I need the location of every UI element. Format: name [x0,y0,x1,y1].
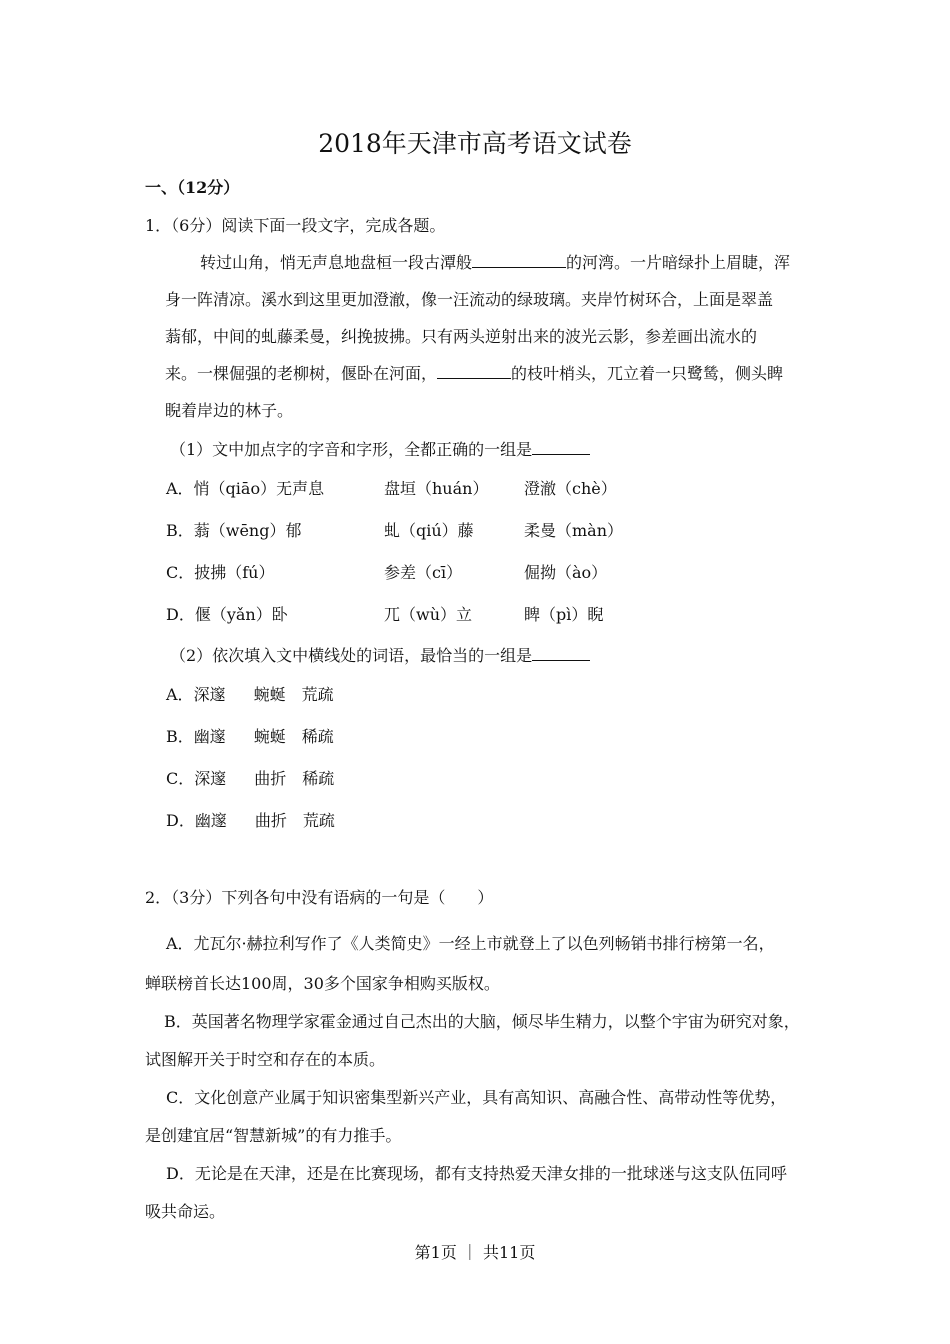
q2-option-a-line-1: A．尤瓦尔·赫拉利写作了《人类简史》一经上市就登上了以色列畅销书排行榜第一名， [166,934,775,953]
word-3: 荒疏 [302,811,335,830]
sub-question-text: （1）文中加点字的字音和字形，全都正确的一组是 [170,440,533,459]
passage-line-4 [165,361,783,384]
option-d-col3: 睥（pì）睨 [524,605,604,624]
q2-option-b-line-2: 试图解开关于时空和存在的本质。 [145,1050,386,1069]
answer-blank [532,437,590,455]
option-b-col2: 虬（qiú）藤 [384,521,474,540]
word-1: 深邃 [194,769,227,788]
word-2: 曲折 [254,811,287,830]
section-heading: 一、（12分） [145,178,240,197]
option-letter: A． [166,685,194,704]
q2-option-c-line-2: 是创建宜居“智慧新城”的有力推手。 [145,1126,402,1145]
word-option-b [166,724,334,747]
passage-text: 转过山角，悄无声息地盘桓一段古潭般 [200,253,473,272]
word-1: 幽邃 [194,811,227,830]
passage-text: 的河湾。一片暗绿扑上眉睫，浑 [566,253,791,272]
option-b-col3: 柔曼（màn） [524,521,624,540]
word-1: 幽邃 [193,727,226,746]
word-2: 蜿蜒 [253,727,286,746]
q2-option-b-line-1: B．英国著名物理学家霍金通过自己杰出的大脑，倾尽毕生精力，以整个宇宙为研究对象， [164,1012,800,1031]
option-letter: B． [166,727,194,746]
passage-line-3: 蓊郁，中间的虬藤柔曼，纠挽披拂。只有两头逆射出来的波光云影，参差画出流水的 [165,327,758,346]
passage-line-5: 睨着岸边的林子。 [165,401,294,420]
q2-option-d-line-1: D．无论是在天津，还是在比赛现场，都有支持热爱天津女排的一批球迷与这支队伍同呼 [166,1164,787,1183]
word-2: 蜿蜒 [253,685,286,704]
option-letter: D． [166,811,195,830]
option-c: C．披拂（fú） [166,563,275,582]
fill-blank [437,361,511,379]
option-c-col3: 倔拗（ào） [524,563,608,582]
word-option-a [166,682,334,705]
sub-question-2 [170,643,590,666]
option-letter: C． [166,769,195,788]
word-option-d [166,808,335,831]
option-a: A．悄（qiāo）无声息 [166,479,325,498]
passage-line-2: 身一阵清凉。溪水到这里更加澄澈，像一汪流动的绿玻璃。夹岸竹树环合，上面是翠盖 [165,290,774,309]
document-title: 2018年天津市高考语文试卷 [318,129,632,158]
q2-option-a-line-2: 蝉联榜首长达100周，30多个国家争相购买版权。 [145,974,500,993]
question-2-stem: 2．（3分）下列各句中没有语病的一句是（ ） [145,888,494,907]
passage-line-1 [200,250,790,273]
q2-option-c-line-1: C．文化创意产业属于知识密集型新兴产业，具有高知识、高融合性、高带动性等优势， [166,1088,787,1107]
word-3: 荒疏 [301,685,334,704]
option-d: D．偃（yǎn）卧 [166,605,288,624]
word-3: 稀疏 [301,727,334,746]
fill-blank [472,250,566,268]
word-option-c [166,766,334,789]
passage-text: 来。一棵倔强的老柳树，偃卧在河面， [165,364,438,383]
question-1-stem: 1．（6分）阅读下面一段文字，完成各题。 [145,216,446,235]
passage-text: 的枝叶梢头，兀立着一只鹭鸶，侧头睥 [511,364,784,383]
option-a-col3: 澄澈（chè） [524,479,617,498]
option-b: B．蓊（wēng）郁 [166,521,302,540]
sub-question-text: （2）依次填入文中横线处的词语，最恰当的一组是 [170,646,533,665]
page-footer: 第1页 ｜ 共11页 [414,1243,536,1262]
word-2: 曲折 [254,769,287,788]
sub-question-1 [170,437,590,460]
option-a-col2: 盘垣（huán） [384,479,489,498]
word-1: 深邃 [193,685,226,704]
option-d-col2: 兀（wù）立 [384,605,473,624]
word-3: 稀疏 [302,769,335,788]
option-c-col2: 参差（cī） [384,563,463,582]
q2-option-d-line-2: 吸共命运。 [145,1202,226,1221]
answer-blank [532,643,590,661]
